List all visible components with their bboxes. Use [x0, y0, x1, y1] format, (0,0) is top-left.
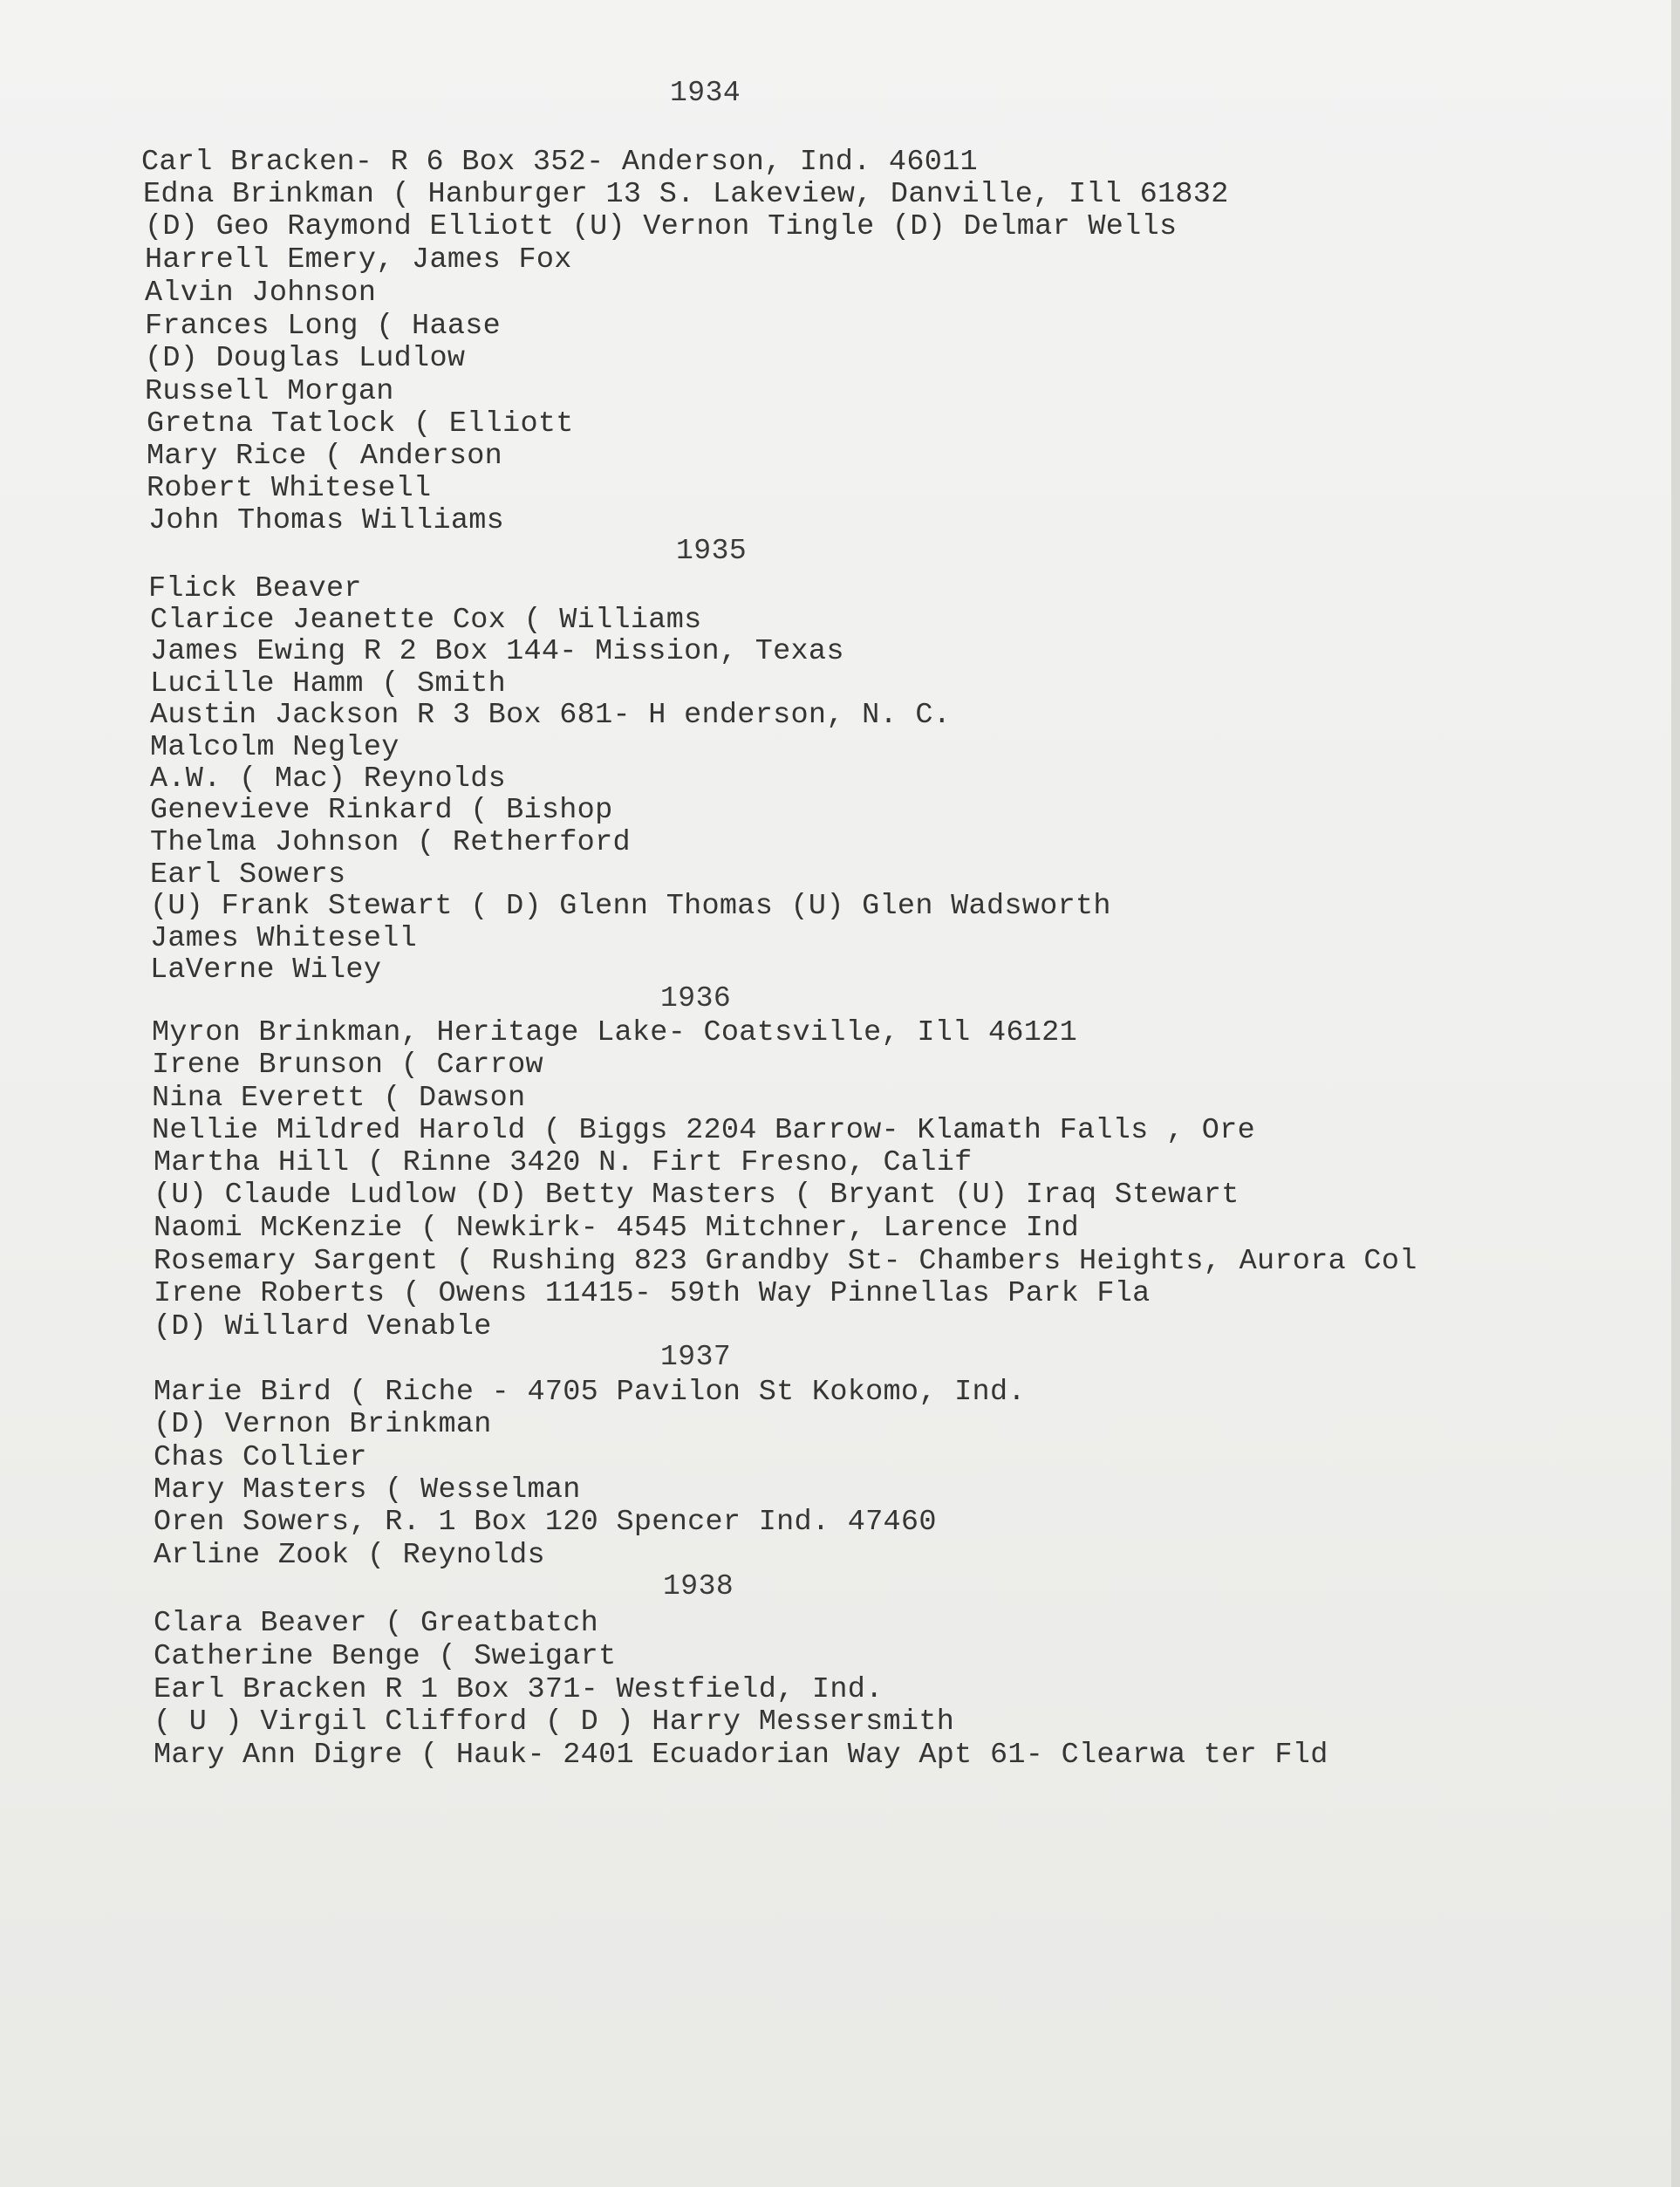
section-year: 1938: [663, 1570, 734, 1603]
entry-line: Nellie Mildred Harold ( Biggs 2204 Barrow- Klamath Falls , Ore: [152, 1114, 1256, 1147]
entry-line: Rosemary Sargent ( Rushing 823 Grandby St- Chambers Heights, Aurora Col: [154, 1245, 1417, 1278]
entry-line: Flick Beaver: [148, 572, 362, 605]
section-year: 1935: [676, 535, 748, 567]
entry-line: Carl Bracken- R 6 Box 352- Anderson, Ind. 46011: [141, 146, 978, 179]
entry-line: Mary Masters ( Wesselman: [154, 1473, 581, 1507]
entry-line: Edna Brinkman ( Hanburger 13 S. Lakeview, Danville, Ill 61832: [143, 178, 1229, 211]
entry-line: Thelma Johnson ( Retherford: [150, 826, 631, 859]
entry-line: (U) Claude Ludlow (D) Betty Masters ( Bryant (U) Iraq Stewart: [154, 1179, 1240, 1212]
section-year: 1934: [670, 77, 741, 109]
entry-line: Gretna Tatlock ( Elliott: [147, 407, 574, 441]
entry-line: (D) Geo Raymond Elliott (U) Vernon Tingle (D) Delmar Wells: [145, 210, 1178, 243]
entry-line: Arline Zook ( Reynolds: [154, 1539, 545, 1572]
section-year: 1937: [660, 1341, 732, 1373]
entry-line: Malcolm Negley: [150, 731, 400, 764]
entry-line: Chas Collier: [154, 1441, 367, 1474]
section-year: 1936: [660, 982, 732, 1015]
entry-line: (U) Frank Stewart ( D) Glenn Thomas (U) Glen Wadsworth: [150, 890, 1111, 923]
entry-line: Earl Sowers: [150, 858, 346, 892]
entry-line: Marie Bird ( Riche - 4705 Pavilon St Kokomo, Ind.: [154, 1376, 1026, 1409]
entry-line: Catherine Benge ( Sweigart: [154, 1640, 617, 1673]
entry-line: Myron Brinkman, Heritage Lake- Coatsville, Ill 46121: [152, 1016, 1077, 1049]
entry-line: Nina Everett ( Dawson: [152, 1082, 526, 1115]
entry-line: LaVerne Wiley: [150, 953, 382, 987]
entry-line: Irene Brunson ( Carrow: [152, 1049, 543, 1082]
entry-line: John Thomas Williams: [148, 504, 505, 537]
entry-line: Alvin Johnson: [145, 277, 377, 310]
entry-line: ( U ) Virgil Clifford ( D ) Harry Messersmith: [154, 1705, 955, 1739]
entry-line: Earl Bracken R 1 Box 371- Westfield, Ind.: [154, 1673, 884, 1706]
entry-line: Oren Sowers, R. 1 Box 120 Spencer Ind. 47460: [154, 1506, 937, 1539]
entry-line: Martha Hill ( Rinne 3420 N. Firt Fresno, Calif: [154, 1146, 973, 1179]
entry-line: Clara Beaver ( Greatbatch: [154, 1607, 599, 1640]
entry-line: Mary Ann Digre ( Hauk- 2401 Ecuadorian Way Apt 61- Clearwa ter Fld: [154, 1739, 1328, 1772]
entry-line: Lucille Hamm ( Smith: [150, 667, 507, 701]
entry-line: Clarice Jeanette Cox ( Williams: [150, 604, 702, 637]
entry-line: A.W. ( Mac) Reynolds: [150, 762, 507, 796]
entry-line: James Whitesell: [150, 922, 418, 955]
entry-line: Austin Jackson R 3 Box 681- H enderson, N. C.: [150, 699, 952, 732]
entry-line: Russell Morgan: [145, 375, 394, 408]
entry-line: Genevieve Rinkard ( Bishop: [150, 794, 613, 827]
entry-line: (D) Douglas Ludlow: [145, 342, 466, 375]
entry-line: (D) Willard Venable: [154, 1310, 492, 1343]
entry-line: James Ewing R 2 Box 144- Mission, Texas: [150, 635, 844, 668]
entry-line: Harrell Emery, James Fox: [145, 243, 572, 277]
entry-line: Robert Whitesell: [147, 472, 432, 505]
entry-line: Naomi McKenzie ( Newkirk- 4545 Mitchner, Larence Ind: [154, 1212, 1079, 1245]
entry-line: Frances Long ( Haase: [145, 310, 502, 343]
entry-line: (D) Vernon Brinkman: [154, 1408, 492, 1441]
entry-line: Irene Roberts ( Owens 11415- 59th Way Pinnellas Park Fla: [154, 1277, 1151, 1310]
entry-line: Mary Rice ( Anderson: [147, 440, 503, 473]
